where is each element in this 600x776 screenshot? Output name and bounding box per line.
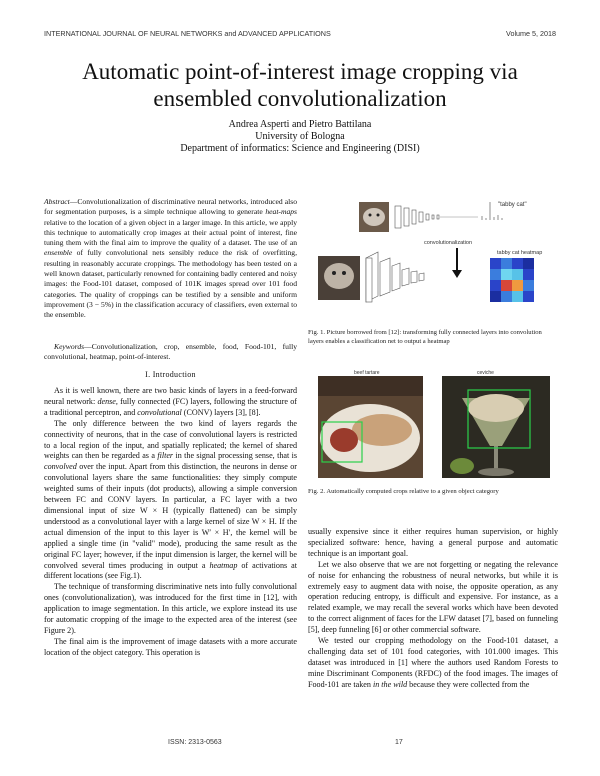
affiliation-department: Department of informatics: Science and Engineering (DISI) bbox=[180, 143, 420, 154]
label-tabby-cat: "tabby cat" bbox=[498, 202, 527, 208]
paragraph: The final aim is the improvement of image datasets with a more accurate location of the object category. This operation is bbox=[44, 636, 297, 657]
keywords-text: —Convolutionalization, crop, ensemble, food, Food-101, fully convolutional, heatmap, point-of-interest. bbox=[44, 342, 297, 362]
network-bottom bbox=[366, 252, 424, 302]
label-convolutionalization: convolutionalization bbox=[424, 240, 473, 246]
label-heatmap: tabby cat heatmap bbox=[497, 250, 543, 256]
abstract-heatmaps: heat-maps bbox=[265, 207, 297, 217]
page-number: 17 bbox=[395, 739, 403, 746]
paragraph: We tested our cropping methodology on the Food-101 dataset, a challenging data set of 101 food categories, with 101.000 images. This dataset was introduced in [1] where the authors used Random Forests to mine Discriminant Components (RFDC) of the food images. The images of Food-101 are taken in the wild because they were collected from the bbox=[308, 636, 558, 689]
food-image-ceviche bbox=[442, 376, 550, 478]
paragraph: The only difference between the two kind of layers regards the connectivity of neurons, that in the case of convolutional layers is restricted to a local region of the input, and spatially replicated; the kernel of shared weights can then be regarded as a filter in the signal processing sense, that is convolved over the input. Apart from this distinction, the neurons in dense or convolutional layers share the same functionalities: they simply compute weighted sums of their inputs (dot products), allowing a simple conversion between FC and CONV layers. In particular, a FC layer with a two dimensional input of size W × H (typically flattened) can be simply understood as a convolutional layer with a large kernel of size W × H. If the actual dimension of the input to this layer is W′ × H′, the kernel will be applied a single time (in "valid" mode), producing the same result as the original FC layer; however, if the input dimension is larger, the kernel will be convolved several times producing in output a heatmap of activations at different locations (see Fig.1). bbox=[44, 418, 297, 581]
abstract-text-2: relative to the location of a given object in a larger image. In this article, we apply this technique to automatically crop images at their actual point of interest, fine tuning them with the final aim to improve the quality of a dataset. The use of an bbox=[44, 217, 297, 248]
title-line-2: ensembled convolutionalization bbox=[153, 86, 447, 111]
paragraph: usually expensive since it either requires human supervision, or highly specialized software: hence, having a general purpose and automatic technique is an important goal. bbox=[308, 527, 558, 558]
abstract-text-3: of fully convolutional nets sensibly reduce the risk of overfitting, resulting in reasonably accurate croppings. The methodology has been tested on a well known dataset, particularly renowned for containing badly centered and noisy images: the Food-101 dataset, composed of 101K images spread over 101 food categories. The quality of croppings can be testified by a sensible and uniform improvement (3 − 5%) in the classification accuracy of classifiers, even external to the ensemble. bbox=[44, 248, 297, 320]
food-image-beef-tartare bbox=[318, 376, 423, 478]
abstract-ensemble: ensemble bbox=[44, 248, 73, 258]
abstract-text-1: —Convolutionalization of discriminative neural networks, introduced also for segmentation purposes, is a simple technique allowing to generate bbox=[44, 197, 297, 217]
network-top bbox=[395, 206, 439, 228]
figure-1-caption: Fig. 1. Picture borrowed from [12]: transforming fully connected layers into convolution layers enables a classification net to output a heatmap bbox=[308, 329, 542, 345]
figure-1 bbox=[312, 192, 558, 310]
paragraph: Let we also observe that we are not forgetting or negating the relevance of noise for enhancing the robustness of neural networks, but while it is extremely easy to augment data with noise, the opposite operation, as any operation reducing entropy, is difficult and expensive. For instance, as a related example, we may recall the several works which have been devoted to the correct alignment of faces for the LFW dataset [7], based on funneling [5], deep funneling [6] or other commercial software. bbox=[308, 559, 558, 635]
keywords bbox=[44, 342, 297, 363]
abstract-label: Abstract bbox=[44, 197, 70, 206]
issn: ISSN: 2313-0563 bbox=[168, 739, 222, 746]
affiliation-university: University of Bologna bbox=[255, 131, 345, 142]
section-heading-introduction: I. Introduction bbox=[145, 370, 196, 379]
journal-header: INTERNATIONAL JOURNAL OF NEURAL NETWORKS and ADVANCED APPLICATIONS bbox=[44, 29, 331, 38]
label-ceviche: ceviche bbox=[477, 370, 494, 376]
volume-label: Volume 5, 2018 bbox=[506, 29, 556, 38]
heatmap-grid bbox=[490, 258, 534, 302]
body-left-column bbox=[44, 386, 297, 659]
abstract bbox=[44, 197, 297, 321]
paragraph: As it is well known, there are two basic kinds of layers in a feed-forward neural network: dense, fully connected (FC) layers, following the structure of a traditional perceptron, and convolutional (CONV) layers [3], [8]. bbox=[44, 386, 297, 417]
authors: Andrea Asperti and Pietro Battilana bbox=[228, 119, 372, 130]
keywords-label: Keywords bbox=[54, 342, 85, 351]
paragraph: The technique of transforming discriminative nets into fully convolutional ones (convolutionalization), was introduced for the first time in [12], with application to image segmentation. In this article, we explore instead its use for automatic cropping of the image to the expected area of the interest (see Figure 2). bbox=[44, 582, 297, 635]
body-right-column bbox=[308, 527, 558, 691]
figure-2 bbox=[312, 368, 558, 480]
paper-title bbox=[40, 58, 560, 112]
title-line-1: Automatic point-of-interest image cropping via bbox=[82, 59, 518, 84]
figure-2-caption: Fig. 2. Automatically computed crops relative to a given object category bbox=[308, 488, 499, 495]
label-beef-tartare: beef tartare bbox=[354, 370, 380, 376]
